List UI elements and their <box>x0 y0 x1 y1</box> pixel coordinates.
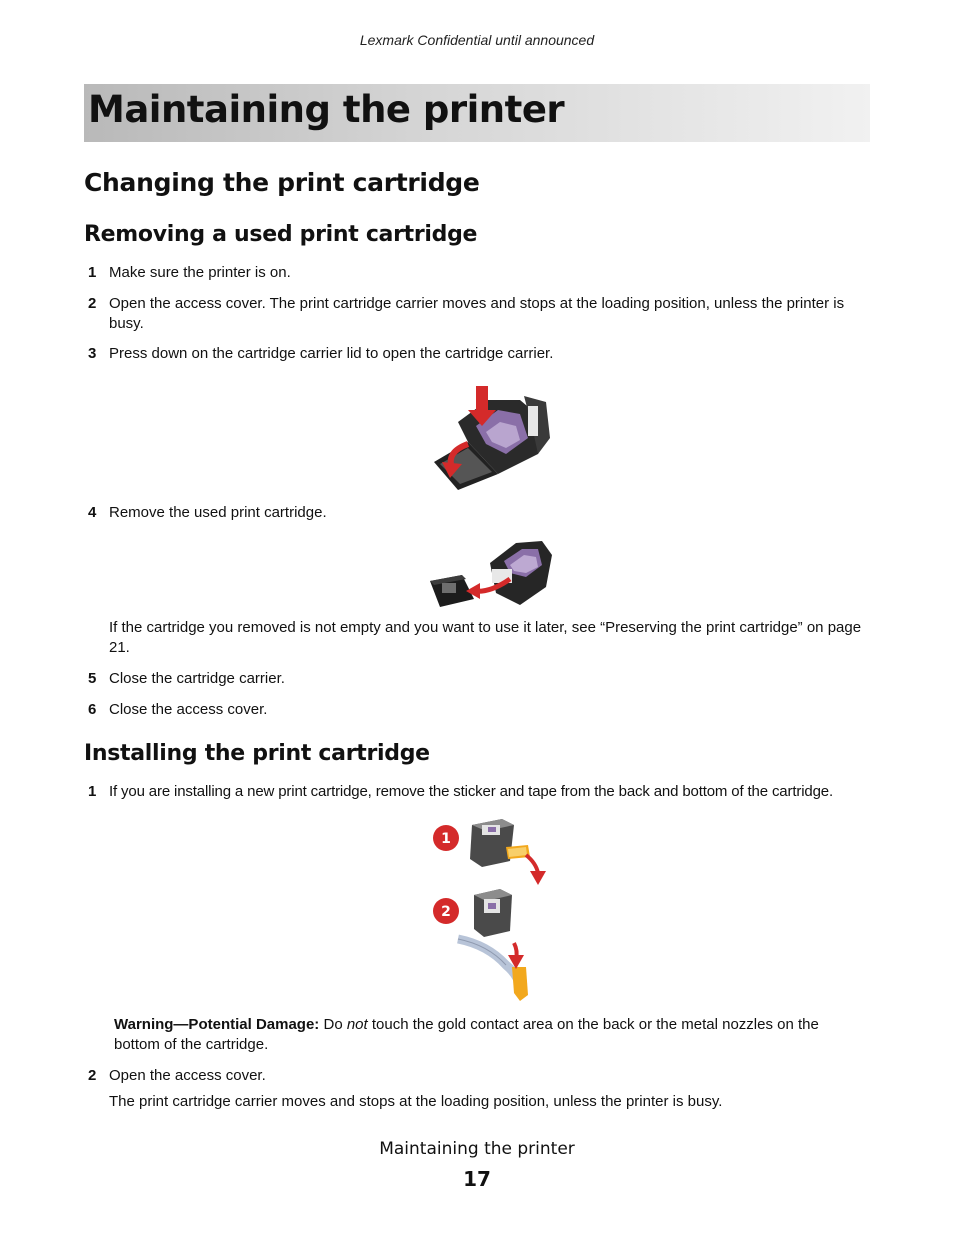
callout-1-label: 1 <box>441 831 451 847</box>
removing-step-3 <box>88 344 878 364</box>
section-title: Changing the print cartridge <box>84 168 480 197</box>
step-text: Close the access cover. <box>109 701 268 718</box>
sticker-tape-removal-illustration <box>428 815 552 1005</box>
warning-emphasis: not <box>346 1016 368 1033</box>
step-text: Open the access cover. The print cartridge carrier moves and stops at the loading position, unless the printer is busy. <box>109 295 845 332</box>
confidential-header: Lexmark Confidential until announced <box>359 32 595 48</box>
warning-note <box>114 1015 864 1054</box>
installing-title: Installing the print cartridge <box>84 741 430 766</box>
installing-step-1 <box>88 782 878 802</box>
installing-step-2 <box>88 1066 878 1086</box>
step-number: 3 <box>88 345 97 362</box>
footer-section-title: Maintaining the printer <box>379 1139 575 1159</box>
step-number: 1 <box>88 783 97 800</box>
removing-note: If the cartridge you removed is not empty and you want to use it later, see “Preserving the print cartridge” on page 21. <box>109 619 862 656</box>
warning-text: touch the gold contact area on the back or the metal nozzles on the bottom of the cartridge. <box>114 1016 819 1053</box>
step-number: 2 <box>88 1067 97 1084</box>
removing-step-6 <box>88 700 878 720</box>
step-text: Press down on the cartridge carrier lid to open the cartridge carrier. <box>109 345 554 362</box>
press-down-arrow-illustration <box>428 382 552 492</box>
step-number: 5 <box>88 670 97 687</box>
chapter-title: Maintaining the printer <box>88 88 565 131</box>
step-text: Close the cartridge carrier. <box>109 670 285 687</box>
step-text: Make sure the printer is on. <box>109 264 291 281</box>
step-number: 4 <box>88 504 97 521</box>
step-text: Remove the used print cartridge. <box>109 504 327 521</box>
installing-step-2-detail: The print cartridge carrier moves and stops at the loading position, unless the printer is busy. <box>109 1093 723 1110</box>
step-number: 1 <box>88 264 97 281</box>
step-number: 2 <box>88 295 97 312</box>
step-number: 6 <box>88 701 97 718</box>
removing-step-1 <box>88 263 878 283</box>
remove-cartridge-illustration <box>426 535 554 609</box>
removing-title: Removing a used print cartridge <box>84 222 478 247</box>
step-text: If you are installing a new print cartridge, remove the sticker and tape from the back and bottom of the cartridge. <box>109 783 833 800</box>
page-number: 17 <box>463 1167 491 1191</box>
callout-2-label: 2 <box>441 904 451 920</box>
step-text: Open the access cover. <box>109 1067 266 1084</box>
removing-step-2 <box>88 294 878 333</box>
removing-step-4 <box>88 503 878 523</box>
removing-step-5 <box>88 669 878 689</box>
warning-label: Warning—Potential Damage: <box>114 1016 320 1033</box>
warning-pre: Do <box>323 1016 343 1033</box>
